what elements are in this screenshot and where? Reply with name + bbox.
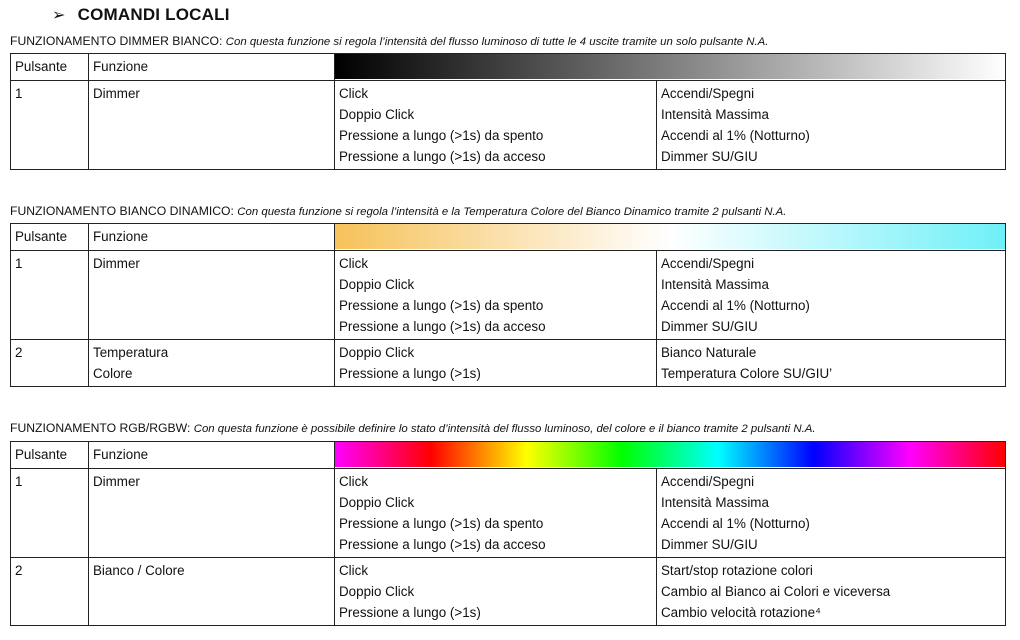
commands-table: [10, 223, 1006, 387]
cell-effetto-line: Dimmer SU/GIU: [661, 319, 758, 334]
cell-effetto-line: Accendi al 1% (Notturno): [661, 516, 810, 531]
cell-azione-line: Click: [339, 474, 369, 489]
cell-azione-line: Click: [339, 563, 369, 578]
cell-azione-line: Pressione a lungo (>1s) da acceso: [339, 319, 546, 334]
cell-azione-line: Pressione a lungo (>1s): [339, 366, 481, 381]
cell-azione-line: Pressione a lungo (>1s) da spento: [339, 298, 544, 313]
color-gradient-bar: [335, 54, 1005, 79]
cell-effetto-line: Dimmer SU/GIU: [661, 149, 758, 164]
cell-effetto-line: Cambio velocità rotazione⁴: [661, 605, 821, 620]
cell-azione: [335, 558, 657, 626]
cell-effetto-line: Accendi/Spegni: [661, 256, 755, 271]
cell-azione-line: Doppio Click: [339, 495, 415, 510]
table-row: [11, 81, 1006, 170]
cell-azione-line: Doppio Click: [339, 277, 415, 292]
cell-funzione: [89, 469, 335, 558]
cell-effetto-line: Intensità Massima: [661, 277, 769, 292]
header-funzione: Funzione: [89, 224, 335, 251]
cell-azione: [335, 81, 657, 170]
section-description: Con questa funzione si regola l’intensità e la Temperatura Colore del Bianco Dinamico tramite 2 pulsanti N.A.: [237, 206, 787, 218]
cell-azione-line: Pressione a lungo (>1s) da spento: [339, 516, 544, 531]
cell-effetto: [657, 469, 1006, 558]
header-funzione: Funzione: [89, 442, 335, 469]
commands-table: [10, 441, 1006, 626]
header-pulsante: Pulsante: [11, 442, 89, 469]
cell-azione-line: Pressione a lungo (>1s): [339, 605, 481, 620]
cell-funzione-line: Dimmer: [93, 256, 140, 271]
cell-effetto-line: Accendi al 1% (Notturno): [661, 298, 810, 313]
cell-azione-line: Click: [339, 256, 369, 271]
color-gradient-bar: [335, 224, 1005, 249]
table-row: [11, 340, 1006, 387]
cell-effetto-line: Accendi al 1% (Notturno): [661, 128, 810, 143]
section-heading: [10, 204, 786, 218]
cell-funzione-line: Bianco / Colore: [93, 563, 185, 578]
cell-effetto-line: Bianco Naturale: [661, 345, 757, 360]
cell-effetto: [657, 251, 1006, 340]
cell-azione-line: Pressione a lungo (>1s) da spento: [339, 128, 544, 143]
table-row: [11, 558, 1006, 626]
cell-effetto-line: Cambio al Bianco ai Colori e viceversa: [661, 584, 891, 599]
section-description: Con questa funzione si regola l’intensità del flusso luminoso di tutte le 4 uscite tramite un solo pulsante N.A.: [225, 36, 769, 48]
cell-effetto: [657, 558, 1006, 626]
cell-funzione-line: Dimmer: [93, 474, 140, 489]
cell-effetto-line: Intensità Massima: [661, 107, 769, 122]
section-heading: [10, 34, 768, 48]
section-label: FUNZIONAMENTO BIANCO DINAMICO:: [10, 204, 234, 218]
cell-funzione: [89, 558, 335, 626]
color-gradient-bar-cell: [335, 224, 1006, 251]
color-gradient-bar-cell: [335, 442, 1006, 469]
color-gradient-bar-cell: [335, 54, 1006, 81]
cell-effetto-line: Start/stop rotazione colori: [661, 563, 813, 578]
table-row: [11, 469, 1006, 558]
section-description: Con questa funzione è possibile definire lo stato d’intensità del flusso luminoso, del colore e il bianco tramite 2 pulsanti N.A.: [193, 423, 816, 435]
table-header-row: [11, 442, 1006, 469]
cell-pulsante: 1: [11, 469, 89, 558]
cell-azione-line: Doppio Click: [339, 345, 415, 360]
cell-pulsante: 2: [11, 558, 89, 626]
cell-funzione-line: Dimmer: [93, 86, 140, 101]
cell-effetto-line: Accendi/Spegni: [661, 474, 755, 489]
cell-pulsante: 1: [11, 81, 89, 170]
cell-pulsante: 1: [11, 251, 89, 340]
cell-effetto-line: Dimmer SU/GIU: [661, 537, 758, 552]
arrow-bullet-icon: ➢: [52, 7, 66, 24]
cell-effetto: [657, 81, 1006, 170]
page-title-text: COMANDI LOCALI: [77, 5, 230, 24]
cell-funzione: [89, 340, 335, 387]
cell-funzione: [89, 251, 335, 340]
cell-azione: [335, 340, 657, 387]
cell-funzione-line: Temperatura: [93, 345, 169, 360]
cell-azione-line: Doppio Click: [339, 107, 415, 122]
cell-funzione: [89, 81, 335, 170]
header-funzione: Funzione: [89, 54, 335, 81]
cell-effetto: [657, 340, 1006, 387]
table-header-row: [11, 54, 1006, 81]
cell-azione: [335, 251, 657, 340]
cell-effetto-line: Intensità Massima: [661, 495, 769, 510]
color-gradient-bar: [335, 442, 1005, 467]
cell-effetto-line: Temperatura Colore SU/GIU’: [661, 366, 833, 381]
cell-azione-line: Pressione a lungo (>1s) da acceso: [339, 149, 546, 164]
cell-azione: [335, 469, 657, 558]
header-pulsante: Pulsante: [11, 54, 89, 81]
cell-azione-line: Doppio Click: [339, 584, 415, 599]
commands-table: [10, 53, 1006, 170]
section-label: FUNZIONAMENTO DIMMER BIANCO:: [10, 34, 223, 48]
page-title: [52, 5, 230, 25]
cell-azione-line: Pressione a lungo (>1s) da acceso: [339, 537, 546, 552]
table-header-row: [11, 224, 1006, 251]
header-pulsante: Pulsante: [11, 224, 89, 251]
cell-effetto-line: Accendi/Spegni: [661, 86, 755, 101]
cell-funzione-line: Colore: [93, 366, 133, 381]
cell-pulsante: 2: [11, 340, 89, 387]
section-label: FUNZIONAMENTO RGB/RGBW:: [10, 421, 191, 435]
section-heading: [10, 421, 816, 435]
cell-azione-line: Click: [339, 86, 369, 101]
table-row: [11, 251, 1006, 340]
